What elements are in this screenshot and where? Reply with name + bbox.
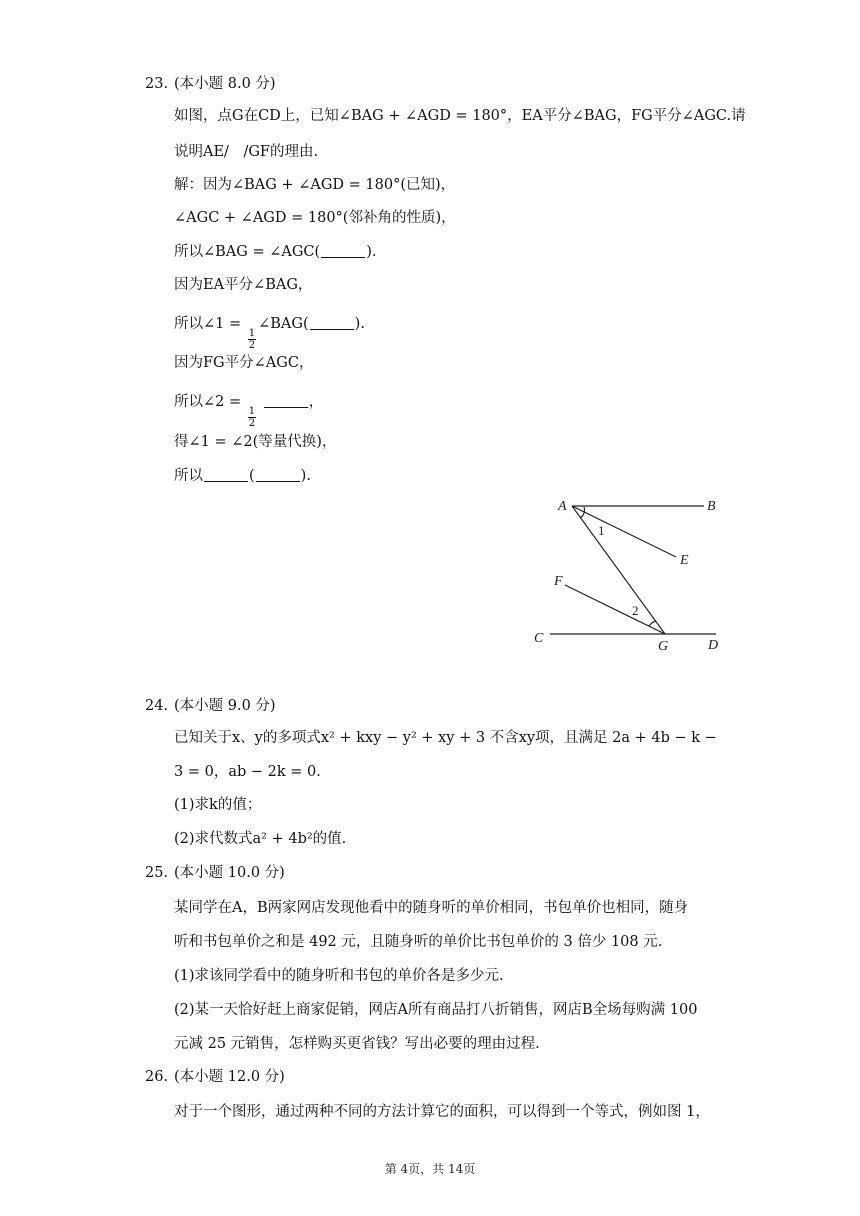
q23-line-7-post: ，: [308, 394, 324, 410]
label-c: C: [534, 631, 544, 646]
label-g: G: [658, 639, 669, 654]
q25-number: 25.: [145, 865, 169, 881]
q23-line-5-post: ).: [354, 316, 365, 332]
q25-stem-1: 某同学在A，B两家网店发现他看中的随身听的单价相同，书包单价也相同，随身: [174, 900, 689, 916]
q25-header: (本小题 10.0 分): [174, 865, 285, 881]
answer-blank: [256, 467, 300, 482]
label-d: D: [708, 638, 719, 653]
answer-blank: [321, 243, 365, 258]
q26-header: (本小题 12.0 分): [174, 1069, 285, 1085]
q23-line-5-pre: 所以∠1 =: [174, 316, 242, 332]
q23-line-9-post: ).: [300, 468, 311, 484]
label-b: B: [707, 499, 716, 514]
q24-stem-1: 已知关于x、y的多项式x² + kxy − y² + xy + 3 不含xy项，且满足 2a + 4b − k −: [174, 730, 717, 746]
q25-part-2b: 元减 25 元销售，怎样购买更省钱？写出必要的理由过程.: [174, 1036, 540, 1052]
q25-stem-2: 听和书包单价之和是 492 元，且随身听的单价比书包单价的 3 倍少 108 元.: [174, 934, 663, 950]
q23-line-3-post: ).: [366, 244, 377, 260]
q25-part-2a: (2)某一天恰好赶上商家促销，网店A所有商品打八折销售，网店B全场每购满 100: [174, 1002, 698, 1018]
q23-line-7-pre: 所以∠2 =: [174, 394, 242, 410]
page-footer: 第 4页，共 14页: [384, 1162, 476, 1176]
q23-line-3-pre: 所以∠BAG = ∠AGC(: [174, 244, 321, 260]
q23-line-6: 因为FG平分∠AGC，: [174, 355, 314, 371]
q24-stem-2: 3 = 0，ab − 2k = 0.: [174, 764, 321, 780]
angle-1-label: 1: [598, 523, 605, 538]
answer-blank: [264, 393, 308, 408]
angle-2-arc: [649, 621, 656, 626]
q23-line-4: 因为EA平分∠BAG，: [174, 277, 313, 293]
q23-line-9-pre: 所以: [174, 468, 203, 484]
answer-blank: [204, 467, 248, 482]
q23-header: (本小题 8.0 分): [174, 76, 276, 92]
label-a: A: [558, 499, 567, 514]
line-ag: [572, 506, 665, 634]
q24-part-2: (2)求代数式a² + 4b²的值.: [174, 831, 347, 847]
fraction-one-half: $\frac{1}{2}$: [248, 328, 256, 351]
q23-line-8: 得∠1 = ∠2(等量代换)，: [174, 434, 337, 450]
q23-number: 23.: [145, 76, 169, 92]
q23-stem-2: 说明AE/ /GF的理由.: [174, 144, 319, 160]
line-fg: [565, 585, 665, 634]
angle-2-label: 2: [632, 603, 639, 618]
q23-line-2: ∠AGC + ∠AGD = 180°(邻补角的性质)，: [174, 210, 456, 226]
answer-blank: [310, 315, 354, 330]
q26-number: 26.: [145, 1069, 169, 1085]
q26-stem-1: 对于一个图形，通过两种不同的方法计算它的面积，可以得到一个等式，例如图 1，: [174, 1104, 710, 1120]
q23-line-5: [174, 314, 365, 351]
q24-header: (本小题 9.0 分): [174, 698, 276, 714]
q23-stem-1: 如图，点G在CD上，已知∠BAG + ∠AGD = 180°，EA平分∠BAG，FG平分∠AGC.请: [174, 108, 746, 124]
q24-part-1: (1)求k的值；: [174, 797, 262, 813]
geometry-figure: [528, 490, 728, 660]
q23-line-9: [174, 466, 311, 486]
q23-line-7: [174, 392, 323, 429]
q23-line-1: 解：因为∠BAG + ∠AGD = 180°(已知)，: [174, 177, 456, 193]
line-ae: [572, 506, 676, 557]
q23-line-9-mid: (: [249, 468, 255, 484]
label-f: F: [554, 574, 563, 589]
label-e: E: [680, 553, 689, 568]
q24-number: 24.: [145, 698, 169, 714]
fraction-one-half: $\frac{1}{2}$: [248, 406, 256, 429]
angle-1-arc: [580, 507, 585, 518]
q23-line-5-mid: ∠BAG(: [258, 316, 309, 332]
q25-part-1: (1)求该同学看中的随身听和书包的单价各是多少元.: [174, 968, 504, 984]
q23-line-3: [174, 242, 376, 262]
